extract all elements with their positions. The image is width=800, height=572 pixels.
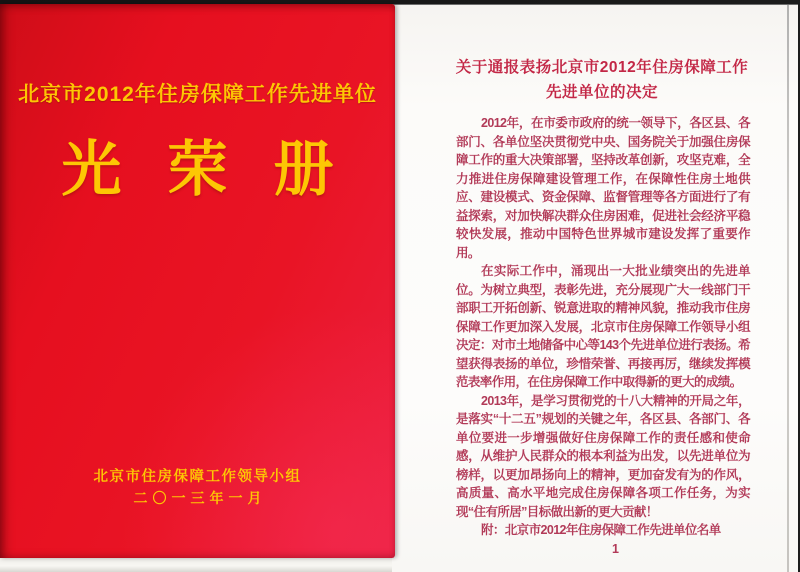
red-cover-page [0,4,395,558]
cover-organization: 北京市住房保障工作领导小组 [93,469,302,485]
document-page [385,4,798,572]
paragraph: 2013年，是学习贯彻党的十八大精神的开局之年，是落实“十二五”规划的关键之年，各区县、各部门、各单位要进一步增强做好住房保障工作的责任感和使命感，从维护人民群众的根本利益为出发，以先进单位为榜样，以更加昂扬向上的精神，更加奋发有为的作风，高质量、高水平地完成住房保障各项工作任务，为实现“住有所居”目标做出新的更大贡献！ [456,393,750,519]
cover-date: 二〇一三年一月 [133,490,267,506]
document-title-line1: 关于通报表扬北京市2012年住房保障工作 [455,59,749,76]
attachment-note: 附：北京市2012年住房保障工作先进单位名单 [481,523,721,537]
paragraph: 在实际工作中，涌现出一大批业绩突出的先进单位。为树立典型，表彰先进，充分展现广大一线部门干部职工开拓创新、锐意进取的精神风貌，推动我市住房保障工作更加深入发展，北京市住房保障工作领导小组决定：对市土地储备中心等143个先进单位进行表扬。希望获得表扬的单位，珍惜荣誉、再接再厉，继续发挥模范表率作用，在住房保障工作中取得新的更大的成绩。 [456,264,750,389]
document-title-line2: 先进单位的决定 [545,84,658,101]
page-fold-line [787,5,789,572]
paragraph: 2012年，在市委市政府的统一领导下，各区县、各部门、各单位坚决贯彻党中央、国务院关于加强住房保障工作的重大决策部署，坚持改革创新，攻坚克难，全力推进住房保障建设管理工作，在保障性住房土地供应、建设模式、资金保障、监督管理等各方面进行了有益探索，对加快解决群众住房困难，促进社会经济平稳较快发展，推动中国特色世界城市建设发挥了重要作用。 [456,116,750,260]
document-body [456,114,750,558]
page-number: 1 [612,541,619,556]
cover-title: 北京市2012年住房保障工作先进单位 [18,83,377,106]
document-title [455,55,749,105]
page-edge-strip [0,557,392,572]
glory-book-title: 光荣册 [61,135,380,205]
